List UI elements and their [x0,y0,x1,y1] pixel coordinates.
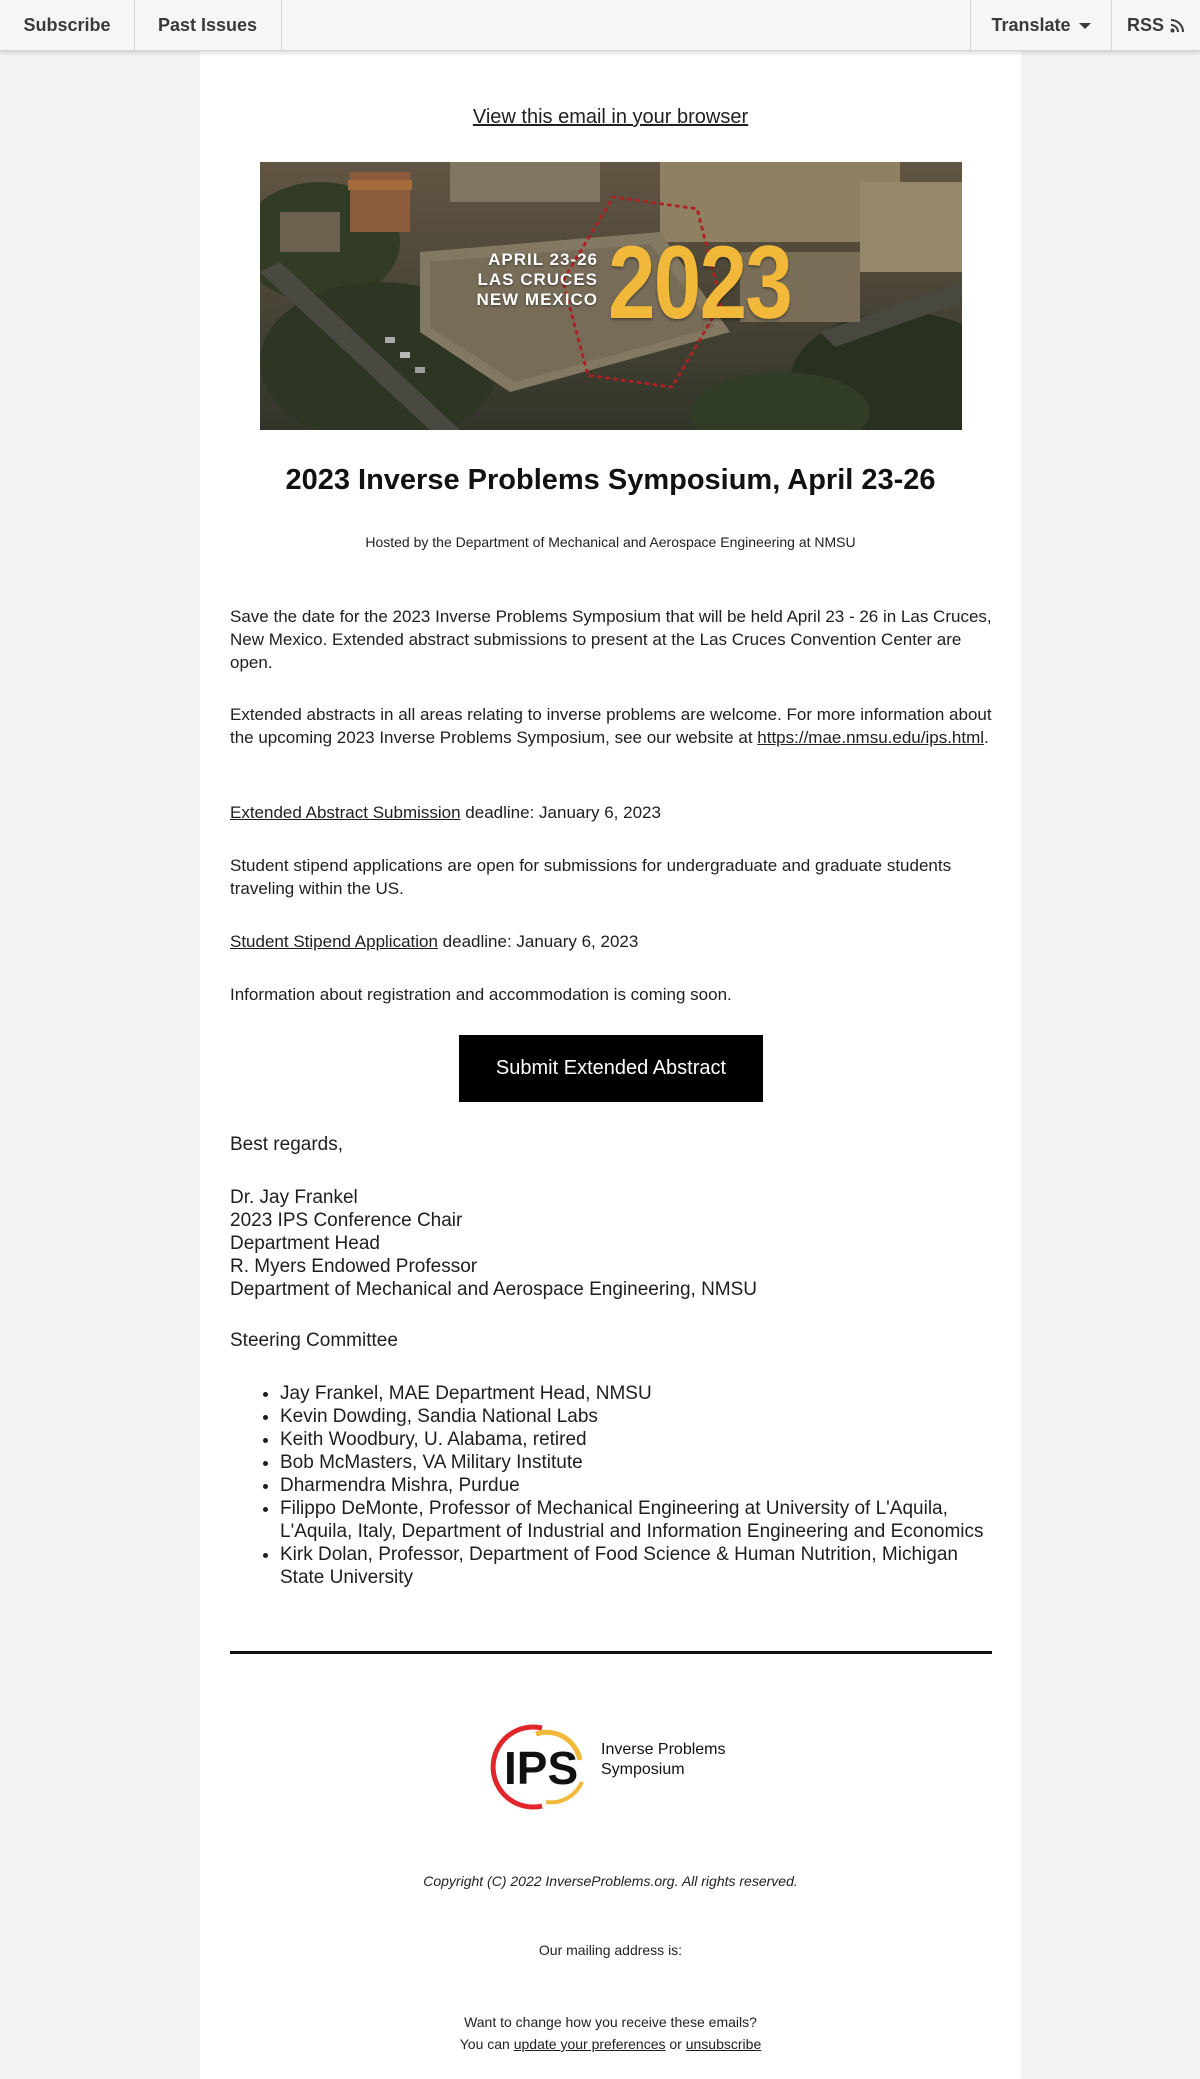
top-nav-bar [0,0,1200,51]
nav-rss-label: RSS [1126,15,1164,35]
signature-role-chair: 2023 IPS Conference Chair [230,1210,463,1231]
hero-date-location [468,250,598,310]
page-subtitle: Hosted by the Department of Mechanical and Aerospace Engineering at NMSU [365,534,856,550]
change-prompt: Want to change how you receive these emails? [464,2014,757,2030]
preferences-line [200,2033,1021,2055]
nav-past-issues[interactable]: Past Issues [134,0,282,50]
unsubscribe-link[interactable]: unsubscribe [685,2036,762,2052]
page-title: 2023 Inverse Problems Symposium, April 23-26 [285,464,936,496]
hero-line-dates: APRIL 23-26 [488,250,598,269]
update-preferences-link[interactable]: update your preferences [513,2036,666,2052]
logo-line-1: Inverse Problems [601,1741,726,1758]
abstracts-paragraph-end: . [984,728,989,747]
nav-rss[interactable] [1111,0,1200,50]
nav-subscribe[interactable]: Subscribe [0,0,135,50]
list-item: • Kirk Dolan, Professor, Department of Food Science & Human Nutrition, Michigan State University [280,1543,995,1589]
email-preferences [200,2011,1021,2055]
you-can-text: You can [459,2036,514,2052]
signature-department: Department of Mechanical and Aerospace Engineering, NMSU [230,1279,758,1300]
closing-regards: Best regards, [230,1134,343,1155]
signature-role-professor: R. Myers Endowed Professor [230,1256,478,1277]
steering-committee-list [230,1382,995,1589]
view-in-browser-link[interactable]: View this email in your browser [472,106,749,128]
student-stipend-application-link[interactable]: Student Stipend Application [230,932,438,951]
registration-info: Information about registration and accommodation is coming soon. [230,985,732,1004]
abstracts-paragraph [230,703,995,749]
abstract-deadline-text: deadline: January 6, 2023 [460,803,661,822]
steering-committee-heading: Steering Committee [230,1330,398,1351]
email-body [200,50,1021,2079]
list-item: • Dharmendra Mishra, Purdue [280,1474,995,1497]
mailing-address-label: Our mailing address is: [538,1942,683,1958]
ips-logo-mark: IPS [504,1742,579,1794]
rss-icon [1170,19,1184,33]
list-item: • Filippo DeMonte, Professor of Mechanical Engineering at University of L'Aquila, L'Aquila, Italy, Department of Industrial and Information Engineering and Economics [280,1497,995,1543]
hero-year: 2023 [608,225,792,341]
signature-role-head: Department Head [230,1233,380,1254]
section-divider [230,1651,992,1654]
stipend-deadline-text: deadline: January 6, 2023 [437,932,639,951]
copyright-notice: Copyright (C) 2022 InverseProblems.org. All rights reserved. [423,1873,798,1889]
signature-name: Dr. Jay Frankel [230,1187,358,1208]
list-item: • Keith Woodbury, U. Alabama, retired [280,1428,995,1451]
ips-logo-text [601,1740,726,1780]
list-item: • Jay Frankel, MAE Department Head, NMSU [280,1382,995,1405]
signature-block [230,1186,990,1301]
list-item: • Kevin Dowding, Sandia National Labs [280,1405,995,1428]
hero-banner [260,162,962,430]
abstracts-paragraph-text: Extended abstracts in all areas relating to inverse problems are welcome. For more information about the upcoming 2023 Inverse Problems Symposium, see our website at [230,705,992,747]
or-text: or [665,2036,686,2052]
list-item: • Bob McMasters, VA Military Institute [280,1451,995,1474]
hero-line-state: NEW MEXICO [476,290,598,309]
nav-translate-label: Translate [991,15,1071,35]
submit-extended-abstract-button[interactable]: Submit Extended Abstract [459,1035,763,1102]
nav-translate[interactable] [970,0,1112,50]
hero-line-city: LAS CRUCES [477,270,598,289]
website-link[interactable]: https://mae.nmsu.edu/ips.html [757,728,985,747]
logo-line-2: Symposium [601,1761,685,1778]
stipend-deadline-line [230,930,995,953]
stipend-paragraph: Student stipend applications are open for submissions for undergraduate and graduate students traveling within the US. [230,856,952,898]
caret-down-icon [1079,23,1091,29]
extended-abstract-submission-link[interactable]: Extended Abstract Submission [230,803,461,822]
intro-paragraph: Save the date for the 2023 Inverse Problems Symposium that will be held April 23 - 26 in Las Cruces, New Mexico. Extended abstract submissions to present at the Las Cruces Convention Center are open. [230,607,992,672]
abstract-deadline-line [230,801,995,824]
